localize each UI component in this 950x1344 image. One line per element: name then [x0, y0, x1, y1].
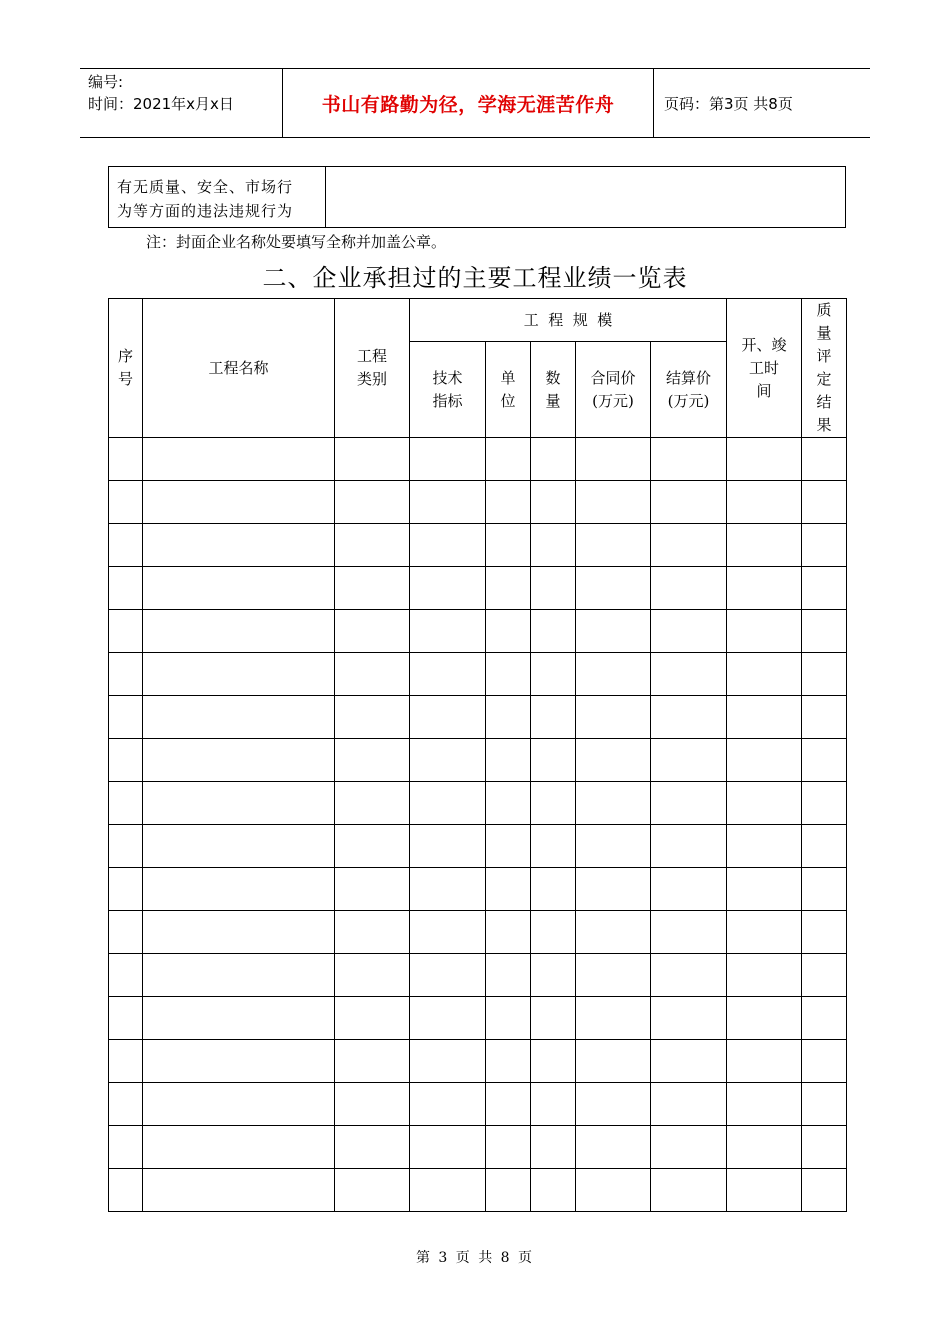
table-row: [109, 825, 847, 868]
table-cell: [802, 1040, 847, 1083]
table-cell: [410, 610, 486, 653]
table-cell: [576, 997, 651, 1040]
table-cell: [802, 825, 847, 868]
table-cell: [802, 524, 847, 567]
table-cell: [486, 1083, 531, 1126]
col-unit-header: [486, 342, 531, 438]
table-cell: [727, 653, 802, 696]
table-cell: [410, 1169, 486, 1212]
header-row-1: [109, 299, 847, 342]
table-cell: [531, 911, 576, 954]
table-cell: [410, 739, 486, 782]
table-cell: [576, 954, 651, 997]
table-row: [109, 610, 847, 653]
table-cell: [651, 997, 727, 1040]
table-cell: [651, 567, 727, 610]
table-cell: [727, 911, 802, 954]
table-cell: [531, 1083, 576, 1126]
contract-header-line: (万元): [592, 391, 634, 410]
table-cell: [651, 481, 727, 524]
table-cell: [410, 696, 486, 739]
table-cell: [143, 438, 335, 481]
table-cell: [576, 481, 651, 524]
seq-header-line: 序: [117, 347, 133, 365]
table-row: [109, 911, 847, 954]
table-cell: [802, 653, 847, 696]
table-cell: [486, 524, 531, 567]
table-cell: [802, 1126, 847, 1169]
table-cell: [486, 653, 531, 696]
table-cell: [335, 1040, 410, 1083]
table-row: [109, 696, 847, 739]
table-cell: [486, 438, 531, 481]
table-cell: [576, 524, 651, 567]
table-cell: [727, 868, 802, 911]
table-cell: [143, 825, 335, 868]
table-cell: [531, 1169, 576, 1212]
table-cell: [143, 997, 335, 1040]
col-time-header: [727, 299, 802, 438]
table-cell: [109, 739, 143, 782]
table-cell: [576, 868, 651, 911]
table-cell: [651, 1083, 727, 1126]
page-header: [80, 68, 870, 138]
table-cell: [531, 739, 576, 782]
table-cell: [335, 653, 410, 696]
table-cell: [802, 1083, 847, 1126]
time-header-line: 间: [756, 381, 772, 400]
table-row: [109, 653, 847, 696]
table-cell: [109, 868, 143, 911]
table-cell: [410, 1040, 486, 1083]
table-cell: [143, 739, 335, 782]
table-cell: [410, 653, 486, 696]
table-cell: [576, 1040, 651, 1083]
table-cell: [410, 1083, 486, 1126]
col-settle-header: [651, 342, 727, 438]
table-cell: [576, 567, 651, 610]
table-cell: [109, 954, 143, 997]
table-row: [109, 1126, 847, 1169]
table-cell: [109, 911, 143, 954]
table-cell: [651, 610, 727, 653]
table-cell: [109, 653, 143, 696]
table-cell: [576, 1169, 651, 1212]
table-title: 二、企业承担过的主要工程业绩一览表: [262, 264, 688, 292]
category-header-line: 工程: [356, 347, 387, 365]
table-cell: [109, 997, 143, 1040]
table-cell: [109, 438, 143, 481]
table-cell: [335, 825, 410, 868]
table-cell: [143, 1040, 335, 1083]
table-cell: [531, 524, 576, 567]
table-cell: [802, 696, 847, 739]
table-cell: [143, 610, 335, 653]
header-page-label: 页码：第3页 共8页: [664, 94, 793, 113]
table-cell: [143, 782, 335, 825]
table-cell: [727, 567, 802, 610]
table-cell: [335, 567, 410, 610]
table-cell: [651, 1169, 727, 1212]
table-cell: [802, 911, 847, 954]
category-header-line: 类别: [356, 370, 387, 388]
table-cell: [651, 825, 727, 868]
table-cell: [486, 1169, 531, 1212]
col-name-header: 工程名称: [143, 299, 335, 438]
table-cell: [727, 739, 802, 782]
table-cell: [143, 911, 335, 954]
table-cell: [651, 954, 727, 997]
table-cell: [802, 481, 847, 524]
table-cell: [651, 868, 727, 911]
table-cell: [143, 1126, 335, 1169]
table-cell: [486, 868, 531, 911]
table-cell: [802, 782, 847, 825]
table-cell: [576, 911, 651, 954]
table-cell: [802, 438, 847, 481]
table-cell: [727, 782, 802, 825]
table-cell: [651, 438, 727, 481]
col-qty-header: [531, 342, 576, 438]
table-cell: [531, 1126, 576, 1169]
table-cell: [576, 438, 651, 481]
note-text: 注：封面企业名称处要填写全称并加盖公章。: [146, 233, 447, 251]
table-cell: [576, 825, 651, 868]
table-cell: [109, 1083, 143, 1126]
table-cell: [576, 739, 651, 782]
serial-label: 编号:: [88, 73, 124, 91]
tech-header-line: 技术: [432, 368, 463, 387]
table-cell: [531, 782, 576, 825]
table-cell: [335, 1083, 410, 1126]
table-cell: [109, 481, 143, 524]
qty-header-line: 数: [545, 368, 561, 387]
table-cell: [410, 997, 486, 1040]
table-cell: [143, 524, 335, 567]
seq-header-line: 号: [117, 370, 133, 388]
header-meta: [80, 69, 282, 137]
table-row: [109, 782, 847, 825]
table-cell: [109, 610, 143, 653]
time-header-line: 开、竣: [741, 335, 787, 354]
table-cell: [410, 567, 486, 610]
quality-header-line: 质: [816, 301, 832, 319]
table-cell: [802, 997, 847, 1040]
time-header-line: 工时: [748, 358, 779, 377]
table-cell: [486, 825, 531, 868]
table-cell: [335, 696, 410, 739]
quality-header-line: 结: [816, 393, 832, 411]
table-cell: [531, 954, 576, 997]
table-cell: [727, 1126, 802, 1169]
table-cell: [410, 868, 486, 911]
table-cell: [802, 567, 847, 610]
table-cell: [576, 696, 651, 739]
table-cell: [802, 868, 847, 911]
table-cell: [727, 954, 802, 997]
table-cell: [727, 696, 802, 739]
qty-header-line: 量: [545, 391, 561, 410]
table-cell: [727, 524, 802, 567]
col-tech-header: [410, 342, 486, 438]
table-cell: [727, 610, 802, 653]
quality-header-line: 量: [816, 324, 832, 342]
quality-header-line: 定: [816, 370, 832, 388]
table-cell: [651, 696, 727, 739]
col-quality-header: [802, 299, 847, 438]
table-cell: [410, 1126, 486, 1169]
table-cell: [531, 438, 576, 481]
table-cell: [651, 653, 727, 696]
table-cell: [335, 524, 410, 567]
table-row: [109, 1040, 847, 1083]
table-cell: [651, 782, 727, 825]
table-cell: [335, 739, 410, 782]
table-cell: [335, 1169, 410, 1212]
violation-label-line1: 有无质量、安全、市场行: [117, 178, 294, 196]
table-cell: [410, 524, 486, 567]
table-cell: [109, 567, 143, 610]
table-cell: [109, 1126, 143, 1169]
table-cell: [802, 739, 847, 782]
table-cell: [335, 868, 410, 911]
table-cell: [651, 1040, 727, 1083]
table-cell: [531, 653, 576, 696]
col-contract-header: [576, 342, 651, 438]
table-cell: [727, 997, 802, 1040]
quality-header-line: 果: [816, 416, 832, 434]
table-cell: [143, 1083, 335, 1126]
table-cell: [802, 1169, 847, 1212]
table-row: [109, 567, 847, 610]
table-cell: [802, 954, 847, 997]
table-cell: [531, 567, 576, 610]
table-cell: [576, 782, 651, 825]
table-row: [109, 1169, 847, 1212]
quality-header-line: 评: [816, 347, 832, 365]
table-row: [109, 481, 847, 524]
table-cell: [109, 696, 143, 739]
table-cell: [335, 911, 410, 954]
performance-table: [108, 298, 847, 1212]
table-cell: [486, 911, 531, 954]
table-cell: [335, 481, 410, 524]
table-cell: [651, 1126, 727, 1169]
table-cell: [531, 825, 576, 868]
table-cell: [727, 1083, 802, 1126]
table-row: [109, 954, 847, 997]
table-cell: [486, 739, 531, 782]
settle-header-line: 结算价: [665, 368, 711, 387]
table-cell: [143, 481, 335, 524]
violation-box: [108, 166, 846, 228]
table-cell: [143, 567, 335, 610]
table-row: [109, 438, 847, 481]
table-cell: [727, 481, 802, 524]
table-cell: [109, 782, 143, 825]
table-cell: [651, 911, 727, 954]
table-cell: [109, 1040, 143, 1083]
col-category-header: [335, 299, 410, 438]
table-cell: [531, 868, 576, 911]
header-motto: 书山有路勤为径，学海无涯苦作舟: [282, 69, 654, 137]
table-cell: [143, 1169, 335, 1212]
table-row: [109, 739, 847, 782]
table-cell: [531, 610, 576, 653]
table-cell: [143, 696, 335, 739]
table-cell: [109, 825, 143, 868]
table-row: [109, 524, 847, 567]
table-cell: [531, 1040, 576, 1083]
table-cell: [486, 481, 531, 524]
violation-label-line2: 为等方面的违法违规行为: [117, 202, 294, 220]
table-cell: [335, 1126, 410, 1169]
table-cell: [531, 997, 576, 1040]
page-footer: 第 3 页 共 8 页: [415, 1250, 535, 1266]
table-cell: [486, 1040, 531, 1083]
table-cell: [727, 825, 802, 868]
table-cell: [143, 653, 335, 696]
table-cell: [335, 438, 410, 481]
table-cell: [335, 782, 410, 825]
col-scale-header: 工 程 规 模: [410, 299, 727, 342]
table-cell: [576, 653, 651, 696]
table-cell: [531, 481, 576, 524]
table-cell: [410, 481, 486, 524]
table-cell: [486, 782, 531, 825]
table-cell: [727, 1169, 802, 1212]
table-cell: [410, 911, 486, 954]
table-row: [109, 997, 847, 1040]
table-cell: [486, 1126, 531, 1169]
settle-header-line: (万元): [667, 391, 710, 410]
table-cell: [109, 524, 143, 567]
col-seq-header: [109, 299, 143, 438]
table-cell: [143, 868, 335, 911]
table-cell: [576, 610, 651, 653]
table-cell: [335, 610, 410, 653]
table-cell: [335, 997, 410, 1040]
violation-label: [109, 167, 326, 227]
table-cell: [143, 954, 335, 997]
table-cell: [410, 825, 486, 868]
table-cell: [576, 1083, 651, 1126]
table-cell: [531, 696, 576, 739]
table-cell: [486, 610, 531, 653]
unit-header-line: 位: [500, 391, 516, 410]
table-cell: [802, 610, 847, 653]
table-cell: [486, 954, 531, 997]
table-cell: [486, 997, 531, 1040]
table-cell: [651, 739, 727, 782]
table-cell: [576, 1126, 651, 1169]
time-label: 时间：2021年x月x日: [88, 95, 234, 113]
table-cell: [727, 1040, 802, 1083]
table-cell: [486, 567, 531, 610]
table-cell: [410, 782, 486, 825]
tech-header-line: 指标: [432, 391, 463, 410]
table-cell: [410, 438, 486, 481]
table-cell: [486, 696, 531, 739]
unit-header-line: 单: [500, 368, 516, 387]
table-cell: [335, 954, 410, 997]
table-cell: [727, 438, 802, 481]
contract-header-line: 合同价: [590, 368, 636, 387]
table-cell: [109, 1169, 143, 1212]
table-row: [109, 1083, 847, 1126]
table-cell: [410, 954, 486, 997]
table-cell: [651, 524, 727, 567]
table-row: [109, 868, 847, 911]
